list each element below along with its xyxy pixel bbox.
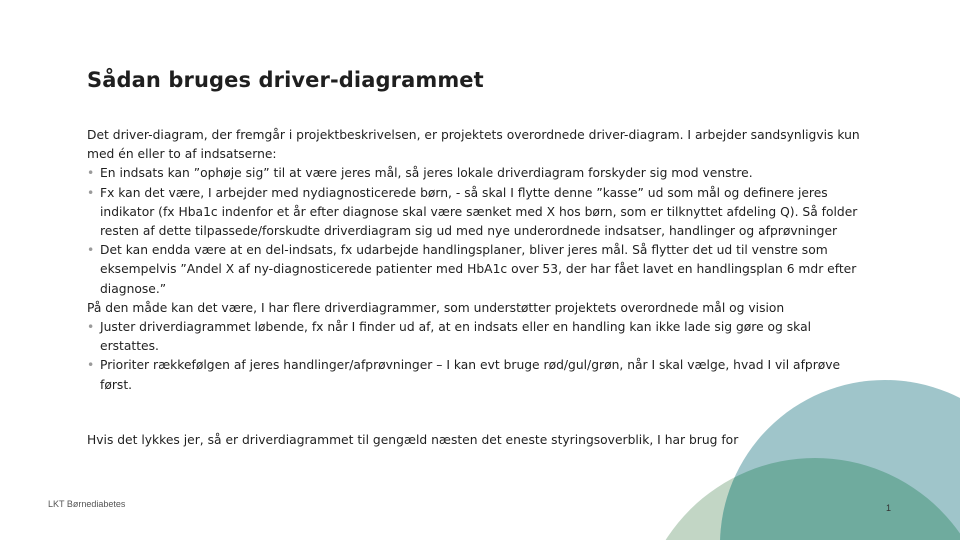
bullet-list-1	[87, 164, 867, 298]
footer-text: LKT Børnediabetes	[48, 499, 126, 509]
page-number: 1	[886, 503, 892, 513]
list-item: • Prioriter rækkefølgen af jeres handlinger/afprøvninger – I kan evt bruge rød/gul/grøn, når I skal vælge, hvad I vil afprøve først.	[87, 356, 867, 394]
list-item: • Juster driverdiagrammet løbende, fx når I finder ud af, at en indsats eller en handling kan ikke lade sig gøre og skal erstattes.	[87, 318, 867, 356]
bullet-list-2	[87, 318, 867, 395]
slide-title: Sådan bruges driver-diagrammet	[87, 68, 484, 92]
middle-paragraph: På den måde kan det være, I har flere driverdiagrammer, som understøtter projektets overordnede mål og vision	[87, 300, 785, 315]
list-item: • Det kan endda være at en del-indsats, fx udarbejde handlingsplaner, bliver jeres mål. Så flytter det ud til venstre som eksempelvis ”Andel X af ny-diagnosticerede patienter med HbA1c over 53, der har fået lavet en handlingsplan 6 mdr efter diagnose.”	[87, 241, 867, 299]
intro-paragraph: Det driver-diagram, der fremgår i projektbeskrivelsen, er projektets overordnede driver-diagram. I arbejder sandsynligvis kun med én eller to af indsatserne:	[87, 128, 860, 162]
list-item: • Fx kan det være, I arbejder med nydiagnosticerede børn, - så skal I flytte denne ”kasse” ud som mål og definere jeres indikator (fx Hba1c indenfor et år efter diagnose skal være sænket med X hos børn, som er tilknyttet afdeling Q). Så folder resten af dette tilpassede/forskudte driverdiagram sig ud med nye underordnede indsatser, handlinger og afprøvninger	[87, 184, 867, 242]
list-item: • En indsats kan ”ophøje sig” til at være jeres mål, så jeres lokale driverdiagram forskyder sig mod venstre.	[87, 164, 867, 183]
closing-paragraph: Hvis det lykkes jer, så er driverdiagrammet til gengæld næsten det eneste styringsoverblik, I har brug for	[87, 433, 739, 447]
body-text	[87, 126, 867, 395]
